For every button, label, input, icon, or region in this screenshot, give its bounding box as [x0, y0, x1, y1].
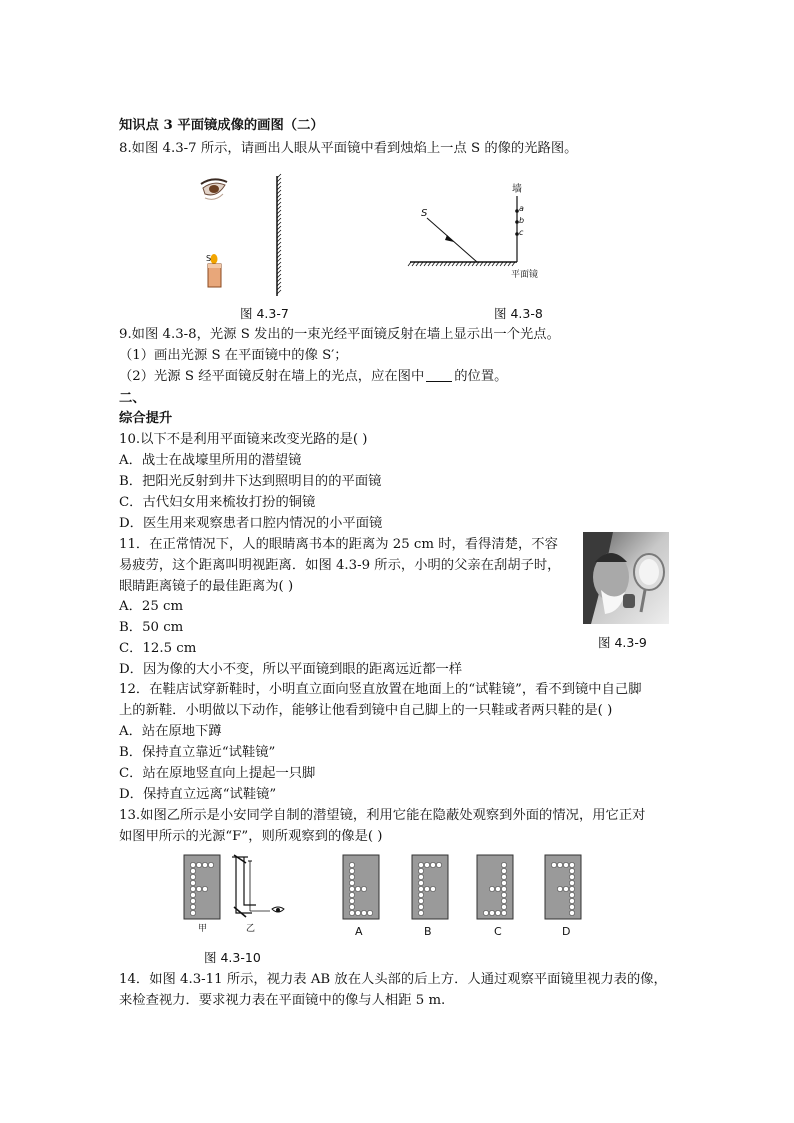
led-dot	[569, 886, 574, 891]
led-dot	[501, 880, 506, 885]
point-c-label: c	[519, 228, 524, 237]
led-dot	[190, 898, 195, 903]
led-dot	[489, 886, 494, 891]
figure-4-3-10-caption: 图 4.3-10	[204, 950, 261, 965]
led-dot	[424, 886, 429, 891]
figure-4-3-8	[405, 180, 555, 280]
point-c	[515, 232, 519, 236]
question-11-line2: 易疲劳，这个距离叫明视距离．如图 4.3-9 所示，小明的父亲在刮胡子时，	[119, 558, 561, 573]
question-10-stem: 10.以下不是利用平面镜来改变光路的是( )	[119, 432, 368, 447]
led-dot	[202, 862, 207, 867]
led-dot	[418, 904, 423, 909]
section-title: 知识点 3 平面镜成像的画图（二）	[119, 118, 324, 133]
question-11-option-c: C．12.5 cm	[119, 641, 197, 656]
led-dot	[349, 862, 354, 867]
question-11-option-d: D．因为像的大小不变，所以平面镜到眼的距离远近都一样	[119, 662, 463, 677]
led-dot	[418, 892, 423, 897]
led-dot	[418, 910, 423, 915]
led-dot	[418, 868, 423, 873]
led-dot	[501, 898, 506, 903]
shaving-photo	[583, 532, 669, 624]
led-dot	[501, 862, 506, 867]
question-10-option-b: B．把阳光反射到井下达到照明目的的平面镜	[119, 474, 382, 489]
led-dot	[349, 880, 354, 885]
panel-jia-f-source	[184, 855, 220, 919]
led-dot	[501, 910, 506, 915]
question-14-line2: 来检查视力．要求视力表在平面镜中的像与人相距 5 m.	[119, 993, 446, 1008]
led-dot	[361, 886, 366, 891]
led-dot	[418, 874, 423, 879]
question-9-part1: （1）画出光源 S 在平面镜中的像 S′；	[119, 348, 348, 363]
led-dot	[361, 910, 366, 915]
led-dot	[501, 868, 506, 873]
led-dot	[563, 886, 568, 891]
question-10-option-c: C．古代妇女用来梳妆打扮的铜镜	[119, 495, 316, 510]
led-dot	[196, 862, 201, 867]
led-dot	[190, 874, 195, 879]
led-dot	[501, 874, 506, 879]
question-8: 8.如图 4.3-7 所示，请画出人眼从平面镜中看到烛焰上一点 S 的像的光路图。	[119, 141, 578, 156]
question-12-option-c: C．站在原地竖直向上提起一只脚	[119, 766, 316, 781]
led-dot	[208, 862, 213, 867]
led-dot	[501, 904, 506, 909]
led-dot	[557, 862, 562, 867]
candle-point-label: S	[206, 254, 212, 263]
figure-4-3-10	[170, 853, 590, 943]
led-dot	[436, 862, 441, 867]
led-dot	[349, 910, 354, 915]
led-dot	[196, 886, 201, 891]
point-a-label: a	[519, 204, 524, 213]
led-dot	[501, 886, 506, 891]
mirror-label: 平面镜	[511, 270, 539, 280]
vertical-mirror	[277, 174, 281, 296]
point-b-label: b	[519, 216, 525, 225]
part-two-heading: 二、	[119, 391, 146, 406]
led-dot	[430, 862, 435, 867]
led-dot	[424, 862, 429, 867]
led-dot	[355, 910, 360, 915]
led-dot	[349, 904, 354, 909]
led-dot	[349, 868, 354, 873]
point-a	[515, 209, 519, 213]
point-b	[515, 220, 519, 224]
led-dot	[483, 910, 488, 915]
ray-arrow	[445, 235, 454, 242]
option-b-image	[412, 855, 448, 919]
led-dot	[501, 892, 506, 897]
led-dot	[349, 892, 354, 897]
question-12-line2: 上的新鞋．小明做以下动作，能够让他看到镜中自己脚上的一只鞋或者两只鞋的是( )	[119, 703, 613, 718]
led-dot	[349, 886, 354, 891]
question-10-option-a: A．战士在战壕里所用的潜望镜	[119, 453, 302, 468]
horizontal-mirror	[408, 262, 517, 266]
question-9-stem: 9.如图 4.3-8，光源 S 发出的一束光经平面镜反射在墙上显示出一个光点。	[119, 327, 560, 342]
led-dot	[190, 862, 195, 867]
led-dot	[418, 862, 423, 867]
led-dot	[489, 910, 494, 915]
led-dot	[430, 886, 435, 891]
led-dot	[557, 886, 562, 891]
question-10-option-d: D．医生用来观察患者口腔内情况的小平面镜	[119, 516, 383, 531]
figure-4-3-9-caption: 图 4.3-9	[598, 635, 647, 650]
option-d-image	[545, 855, 581, 919]
led-dot	[569, 910, 574, 915]
led-dot	[190, 892, 195, 897]
figure-4-3-7-caption: 图 4.3-7	[240, 306, 289, 321]
led-dot	[495, 886, 500, 891]
led-dot	[418, 886, 423, 891]
question-11-line3: 眼睛距离镜子的最佳距离为( )	[119, 579, 294, 594]
light-source-label: S	[421, 208, 428, 219]
led-dot	[569, 898, 574, 903]
answer-blank	[426, 368, 452, 382]
led-dot	[202, 886, 207, 891]
figure-4-3-8-caption: 图 4.3-8	[494, 306, 543, 321]
question-14-line1: 14．如图 4.3-11 所示，视力表 AB 放在人头部的后上方．人通过观察平面镜里视力表的像，	[119, 972, 667, 987]
led-dot	[349, 874, 354, 879]
option-c-image	[477, 855, 513, 919]
eye-icon	[201, 179, 227, 199]
led-dot	[355, 886, 360, 891]
question-9-part2: （2）光源 S 经平面镜反射在墙上的光点，应在图中 的位置。	[119, 369, 508, 384]
option-d-label: D	[562, 925, 571, 938]
led-dot	[569, 868, 574, 873]
led-dot	[349, 898, 354, 903]
led-dot	[569, 904, 574, 909]
option-a-image	[343, 855, 379, 919]
figure-4-3-7	[195, 172, 295, 302]
question-13-line2: 如图甲所示的光源“F”，则所观察到的像是( )	[119, 829, 383, 844]
question-12-option-b: B．保持直立靠近“试鞋镜”	[119, 745, 276, 760]
led-dot	[418, 880, 423, 885]
periscope-diagram	[232, 855, 284, 917]
led-dot	[190, 910, 195, 915]
led-dot	[563, 862, 568, 867]
question-12-line1: 12．在鞋店试穿新鞋时，小明直立面向竖直放置在地面上的“试鞋镜”，看不到镜中自己脚	[119, 682, 642, 697]
question-11-line1: 11．在正常情况下，人的眼睛离书本的距离为 25 cm 时，看得清楚，不容	[119, 537, 558, 552]
led-dot	[569, 874, 574, 879]
led-dot	[569, 880, 574, 885]
section-two-title: 综合提升	[119, 411, 173, 426]
led-dot	[190, 880, 195, 885]
question-13-line1: 13.如图乙所示是小安同学自制的潜望镜，利用它能在隐蔽处观察到外面的情况，用它正对	[119, 808, 646, 823]
option-a-label: A	[355, 925, 363, 938]
led-dot	[190, 904, 195, 909]
led-dot	[495, 910, 500, 915]
led-dot	[569, 862, 574, 867]
led-dot	[190, 886, 195, 891]
question-11-option-a: A．25 cm	[119, 599, 184, 614]
wall-label: 墙	[512, 184, 522, 195]
led-dot	[418, 898, 423, 903]
led-dot	[367, 910, 372, 915]
question-12-option-d: D．保持直立远离“试鞋镜”	[119, 787, 277, 802]
question-11-option-b: B．50 cm	[119, 620, 184, 635]
led-dot	[569, 892, 574, 897]
option-b-label: B	[424, 925, 432, 938]
option-c-label: C	[494, 925, 502, 938]
question-12-option-a: A．站在原地下蹲	[119, 724, 222, 739]
label-jia: 甲	[198, 924, 208, 934]
led-dot	[551, 862, 556, 867]
led-dot	[190, 868, 195, 873]
label-yi: 乙	[246, 924, 256, 934]
